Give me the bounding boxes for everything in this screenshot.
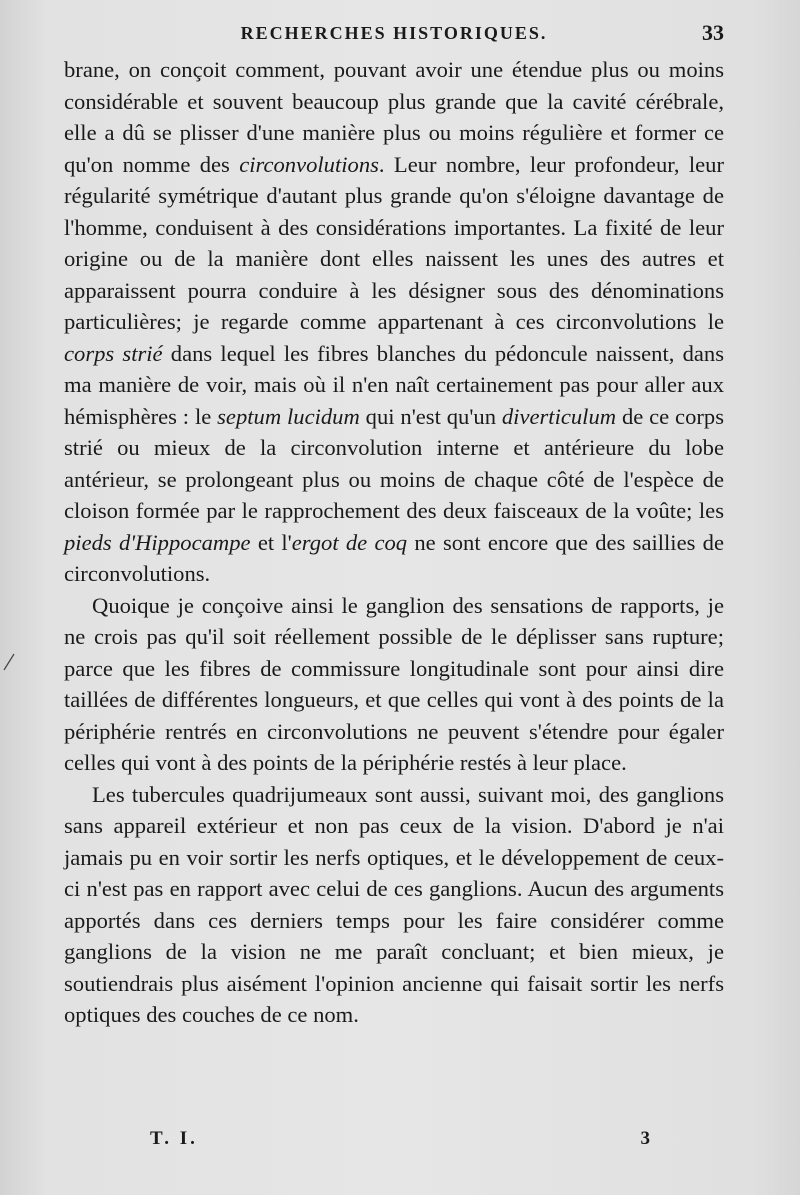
text-run: . Leur nombre, leur profondeur, leur régularité symétrique d'autant plus grande qu'on s'éloigne davantage de l'homme, conduisent à des considérations importantes. La fixité de leur origine ou de la manière dont elles naissent les unes des autres et apparaissent pourra conduire à les désigner sous des dénominations particulières; je regarde comme appartenant à ces circonvolutions le	[64, 151, 724, 334]
signature-mark: T. I.	[150, 1128, 198, 1149]
italic-term: ergot de coq	[291, 529, 408, 555]
text-run: dans lequel les fibres blanches du pédoncule naissent, dans ma manière de voir, mais où il n'en naît certainement pas pour aller aux hémisphères : le	[64, 340, 724, 429]
page-number: 33	[702, 20, 724, 45]
text-run: qui n'est qu'un	[359, 403, 502, 429]
margin-tick-mark	[2, 650, 16, 672]
paragraph	[64, 590, 724, 779]
page-footer	[150, 1128, 650, 1158]
text-run: Les tubercules quadrijumeaux sont aussi, suivant moi, des ganglions sans appareil extérieur et non pas ceux de la vision. D'abord je n'ai jamais pu en voir sortir les nerfs optiques, et le développement de ceux-ci n'est pas en rapport avec celui de ces ganglions. Aucun des arguments apportés dans ces derniers temps pour les faire considérer comme ganglions de la vision ne me paraît concluant; et bien mieux, je soutiendrais plus aisément l'opinion ancienne qui faisait sortir les nerfs optiques des couches de ce nom.	[64, 781, 724, 1027]
body-text	[64, 54, 724, 1031]
sheet-number: 3	[640, 1128, 650, 1149]
text-run: brane, on conçoit comment, pouvant avoir une étendue plus ou moins considérable et souvent beaucoup plus grande que la cavité cérébrale, elle a dû se plisser d'une manière plus ou moins régulière et former ce qu'on nomme des	[64, 57, 724, 177]
paragraph	[64, 779, 724, 1031]
text-run: de ce corps strié ou mieux de la circonvolution interne et antérieure du lobe antérieur, se prolongeant plus ou moins de chaque côté de l'espèce de cloison formée par le rapprochement des deux faisceaux de la voûte; les	[64, 403, 724, 523]
text-run: ne sont encore que des saillies de circonvolutions.	[64, 529, 724, 586]
italic-term: corps strié	[64, 340, 163, 366]
text-run: Quoique je conçoive ainsi le ganglion des sensations de rapports, je ne crois pas qu'il soit réellement possible de le déplisser sans rupture; parce que les fibres de commissure longitudinale sont pour ainsi dire taillées de différentes longueurs, et que celles qui vont à des points de la périphérie rentrés en circonvolutions ne peuvent s'étendre pour égaler celles qui vont à des points de la périphérie restés à leur place.	[64, 592, 724, 775]
paragraph	[64, 54, 724, 590]
running-title: RECHERCHES HISTORIQUES.	[240, 23, 548, 43]
text-run: et l'	[250, 529, 292, 555]
italic-term: diverticulum	[501, 403, 617, 429]
italic-term: septum lucidum	[217, 403, 360, 429]
italic-term: pieds d'Hippocampe	[64, 529, 251, 555]
italic-term: circonvolutions	[239, 151, 379, 177]
page-header	[64, 20, 724, 50]
